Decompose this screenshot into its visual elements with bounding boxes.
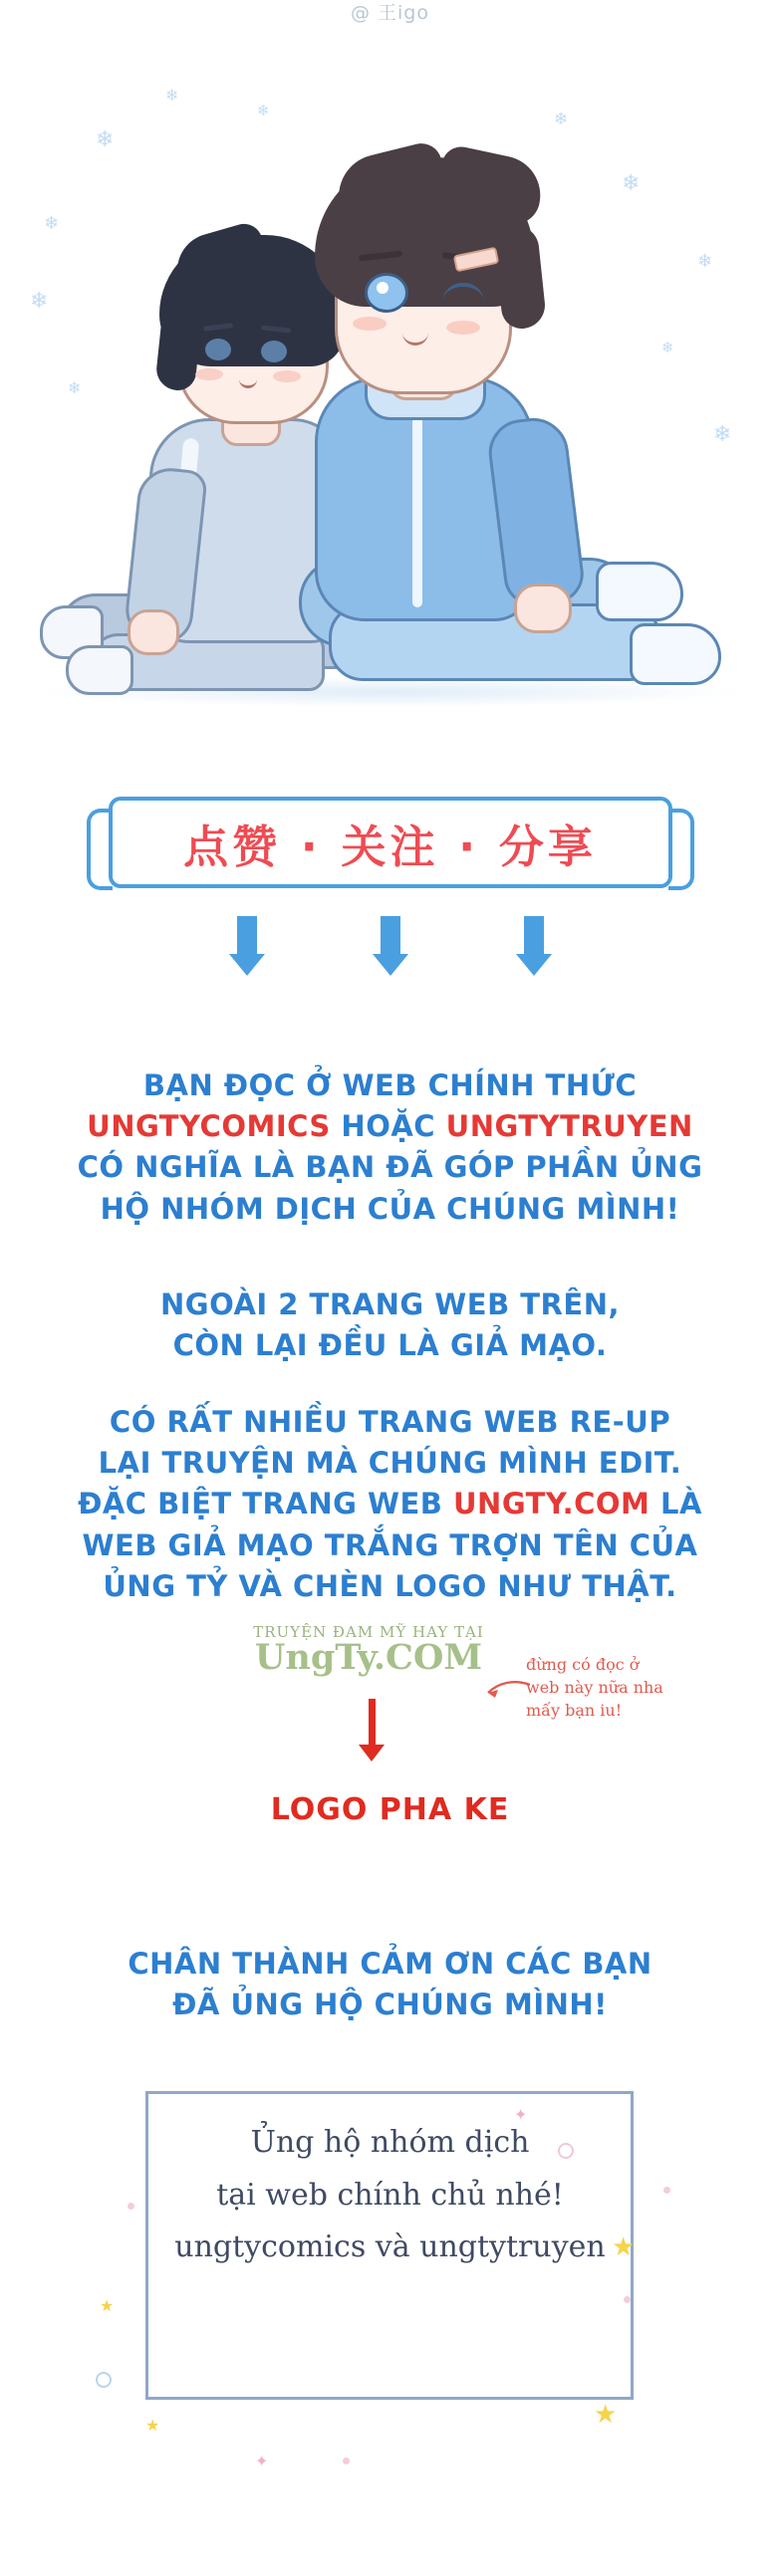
arrow-stem <box>524 916 544 954</box>
star-icon: ✦ <box>514 2105 528 2124</box>
handwritten-note <box>526 1653 715 1723</box>
down-arrows-group <box>0 916 780 976</box>
back-boy-eye-right <box>261 341 287 362</box>
banner-frame <box>109 797 672 888</box>
star-icon: ★ <box>100 2296 115 2315</box>
card-line: Ủng hộ nhóm dịch <box>250 2125 530 2160</box>
arrow-head <box>373 954 408 976</box>
star-icon: ★ <box>612 2232 636 2262</box>
arrow-head <box>516 954 552 976</box>
notice-line: ỦNG TỶ VÀ CHÈN LOGO NHƯ THẬT. <box>103 1568 677 1603</box>
fake-logo <box>239 1623 498 1678</box>
notice-line: LẠI TRUYỆN MÀ CHÚNG MÌNH EDIT. <box>98 1446 682 1481</box>
notice-line: CÓ RẤT NHIỀU TRANG WEB RE-UP <box>109 1405 671 1439</box>
star-icon: ★ <box>145 2416 160 2435</box>
back-boy-blush-left <box>195 368 223 380</box>
notice-line: BẠN ĐỌC Ở WEB CHÍNH THỨC <box>142 1068 638 1102</box>
notice-line: CHÂN THÀNH CẢM ƠN CÁC BẠN <box>128 1947 652 1981</box>
illustration-two-boys <box>0 40 780 757</box>
notice-block-official-site <box>0 1065 780 1230</box>
dot-deco-icon <box>343 2458 350 2464</box>
snowflake-icon: ❄ <box>697 251 713 272</box>
back-boy-shoe-right <box>66 645 133 695</box>
site-name-ungtycom: UNGTY.COM <box>453 1487 650 1522</box>
note-line: web này nữa nha <box>526 1678 663 1698</box>
down-arrow-icon <box>516 916 552 976</box>
arrow-head <box>359 1745 385 1761</box>
snowflake-icon: ❄ <box>165 86 179 105</box>
fake-logo-tagline: TRUYỆN ĐAM MỸ HAY TẠI <box>253 1623 484 1641</box>
front-boy-blush-right <box>446 321 480 335</box>
front-boy-shoe-left <box>596 562 683 621</box>
snowflake-icon: ❄ <box>713 422 732 447</box>
star-icon: ✦ <box>255 2452 269 2470</box>
star-icon: ★ <box>594 2400 618 2430</box>
notice-line: HỘ NHÓM DỊCH CỦA CHÚNG MÌNH! <box>100 1191 680 1226</box>
notice-block-reup-warning <box>0 1402 780 1607</box>
snowflake-icon: ❄ <box>44 213 60 234</box>
arrow-stem <box>381 916 400 954</box>
back-boy-eye-left <box>205 339 231 360</box>
watermark-text: @ 王igo <box>350 2 429 24</box>
circle-deco-icon <box>96 2372 112 2388</box>
notice-block-only-two-sites <box>0 1285 780 1366</box>
like-follow-share-banner <box>0 797 780 888</box>
thank-you-block <box>0 1944 780 2025</box>
snowflake-icon: ❄ <box>30 289 49 314</box>
notice-line-highlight: UNGTYCOMICS HOẶC UNGTYTRUYEN <box>87 1109 693 1144</box>
snowflake-icon: ❄ <box>68 378 82 397</box>
snowflake-icon: ❄ <box>622 171 641 196</box>
notice-line: CÓ NGHĨA LÀ BẠN ĐÃ GÓP PHẦN ỦNG <box>77 1150 703 1185</box>
snowflake-icon: ❄ <box>554 110 569 129</box>
card-line: tại web chính chủ nhé! <box>216 2177 564 2213</box>
notice-line: ĐÃ ỦNG HỘ CHÚNG MÌNH! <box>172 1988 608 2022</box>
front-boy-eye-open <box>365 273 408 313</box>
card-line: ungtycomics và ungtytruyen <box>174 2229 606 2264</box>
curved-arrow-icon <box>484 1679 532 1703</box>
back-boy-hand <box>128 609 179 655</box>
notice-line: CÒN LẠI ĐỀU LÀ GIẢ MẠO. <box>172 1328 608 1363</box>
characters-group <box>0 40 780 757</box>
fake-logo-caption: LOGO PHA KE <box>270 1792 510 1827</box>
banner-label: 点赞 · 关注 · 分享 <box>183 820 597 873</box>
arrow-stem <box>237 916 257 954</box>
fake-logo-wordmark: UngTy.COM <box>254 1637 483 1678</box>
snowflake-icon: ❄ <box>96 127 115 152</box>
site-name-ungtytruyen: UNGTYTRUYEN <box>445 1109 693 1144</box>
back-boy-blush-right <box>273 370 301 382</box>
down-arrow-icon <box>373 916 408 976</box>
notice-line: WEB GIẢ MẠO TRẮNG TRỢN TÊN CỦA <box>82 1527 698 1562</box>
site-name-ungtycomics: UNGTYCOMICS <box>87 1109 331 1144</box>
front-boy-shoe-right <box>630 623 721 685</box>
notice-line: NGOÀI 2 TRANG WEB TRÊN, <box>160 1288 620 1321</box>
note-line: mấy bạn iu! <box>526 1701 623 1721</box>
snowflake-icon: ❄ <box>661 339 674 356</box>
arrow-stem <box>369 1699 376 1745</box>
front-boy-blush-left <box>353 317 387 331</box>
front-boy-jacket-zipper <box>412 390 422 607</box>
front-boy-hand <box>514 584 572 633</box>
red-down-arrow-icon <box>359 1699 385 1761</box>
note-line: đừng có đọc ở <box>526 1655 640 1674</box>
support-card-text <box>0 2117 780 2274</box>
notice-line-highlight: ĐẶC BIỆT TRANG WEB UNGTY.COM LÀ <box>78 1487 702 1522</box>
arrow-head <box>229 954 265 976</box>
down-arrow-icon <box>229 916 265 976</box>
snowflake-icon: ❄ <box>257 102 270 119</box>
